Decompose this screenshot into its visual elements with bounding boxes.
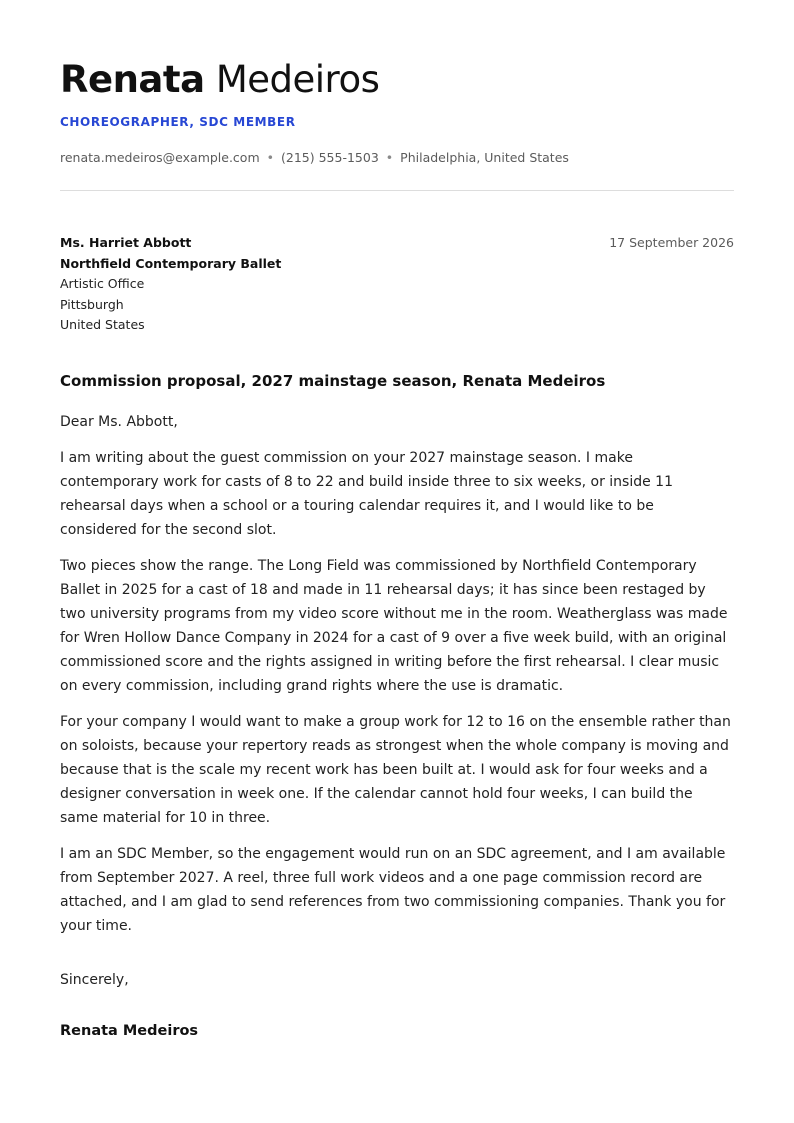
recipient-name: Ms. Harriet Abbott bbox=[60, 235, 192, 250]
header-divider bbox=[60, 190, 734, 191]
letter-body bbox=[60, 446, 734, 938]
contact-phone: (215) 555-1503 bbox=[281, 150, 379, 165]
recipient-organization: Northfield Contemporary Ballet bbox=[60, 255, 282, 271]
sender-name bbox=[60, 58, 734, 102]
sender-title: CHOREOGRAPHER, SDC MEMBER bbox=[60, 115, 296, 129]
contact-email: renata.medeiros@example.com bbox=[60, 150, 260, 165]
salutation: Dear Ms. Abbott, bbox=[60, 413, 178, 430]
closing: Sincerely, bbox=[60, 971, 129, 988]
recipient-city: Pittsburgh bbox=[60, 296, 124, 312]
letter-date: 17 September 2026 bbox=[609, 235, 734, 250]
contact-separator: • bbox=[266, 150, 275, 165]
recipient-country: United States bbox=[60, 317, 145, 332]
contact-separator: • bbox=[385, 150, 394, 165]
letter-subject: Commission proposal, 2027 mainstage season, Renata Medeiros bbox=[60, 371, 606, 390]
body-paragraph: I am writing about the guest commission on your 2027 mainstage season. I make contemporary work for casts of 8 to 22 and build inside three to six weeks, or inside 11 rehearsal days when a school or a touring calendar requires it, and I would like to be considered for the second slot. bbox=[60, 449, 673, 538]
body-paragraph: Two pieces show the range. The Long Field was commissioned by Northfield Contemporary Ballet in 2025 for a cast of 18 and made in 11 rehearsal days; it has since been restaged by two university programs from my video score without me in the room. Weatherglass was made for Wren Hollow Dance Company in 2024 for a cast of 9 over a five week build, with an original commissioned score and the rights assigned in writing before the first rehearsal. I clear music on every commission, including grand rights where the use is dramatic. bbox=[60, 557, 728, 694]
sender-last-name: Medeiros bbox=[215, 58, 380, 101]
contact-line bbox=[60, 150, 734, 166]
letter-meta bbox=[60, 233, 734, 336]
letterhead bbox=[60, 0, 734, 191]
body-paragraph: I am an SDC Member, so the engagement would run on an SDC agreement, and I am available from September 2027. A reel, three full work videos and a one page commission record are attached, and I am glad to send references from two commissioning companies. Thank you for your time. bbox=[60, 845, 726, 934]
sender-first-name: Renata bbox=[60, 58, 205, 101]
signature: Renata Medeiros bbox=[60, 1022, 199, 1039]
body-paragraph: For your company I would want to make a group work for 12 to 16 on the ensemble rather than on soloists, because your repertory reads as strongest when the whole company is moving and because that is the scale my recent work has been built at. I would ask for four weeks and a designer conversation in week one. If the calendar cannot hold four weeks, I can build the same material for 10 in three. bbox=[60, 713, 731, 826]
contact-location: Philadelphia, United States bbox=[400, 150, 569, 165]
recipient-department: Artistic Office bbox=[60, 276, 145, 291]
